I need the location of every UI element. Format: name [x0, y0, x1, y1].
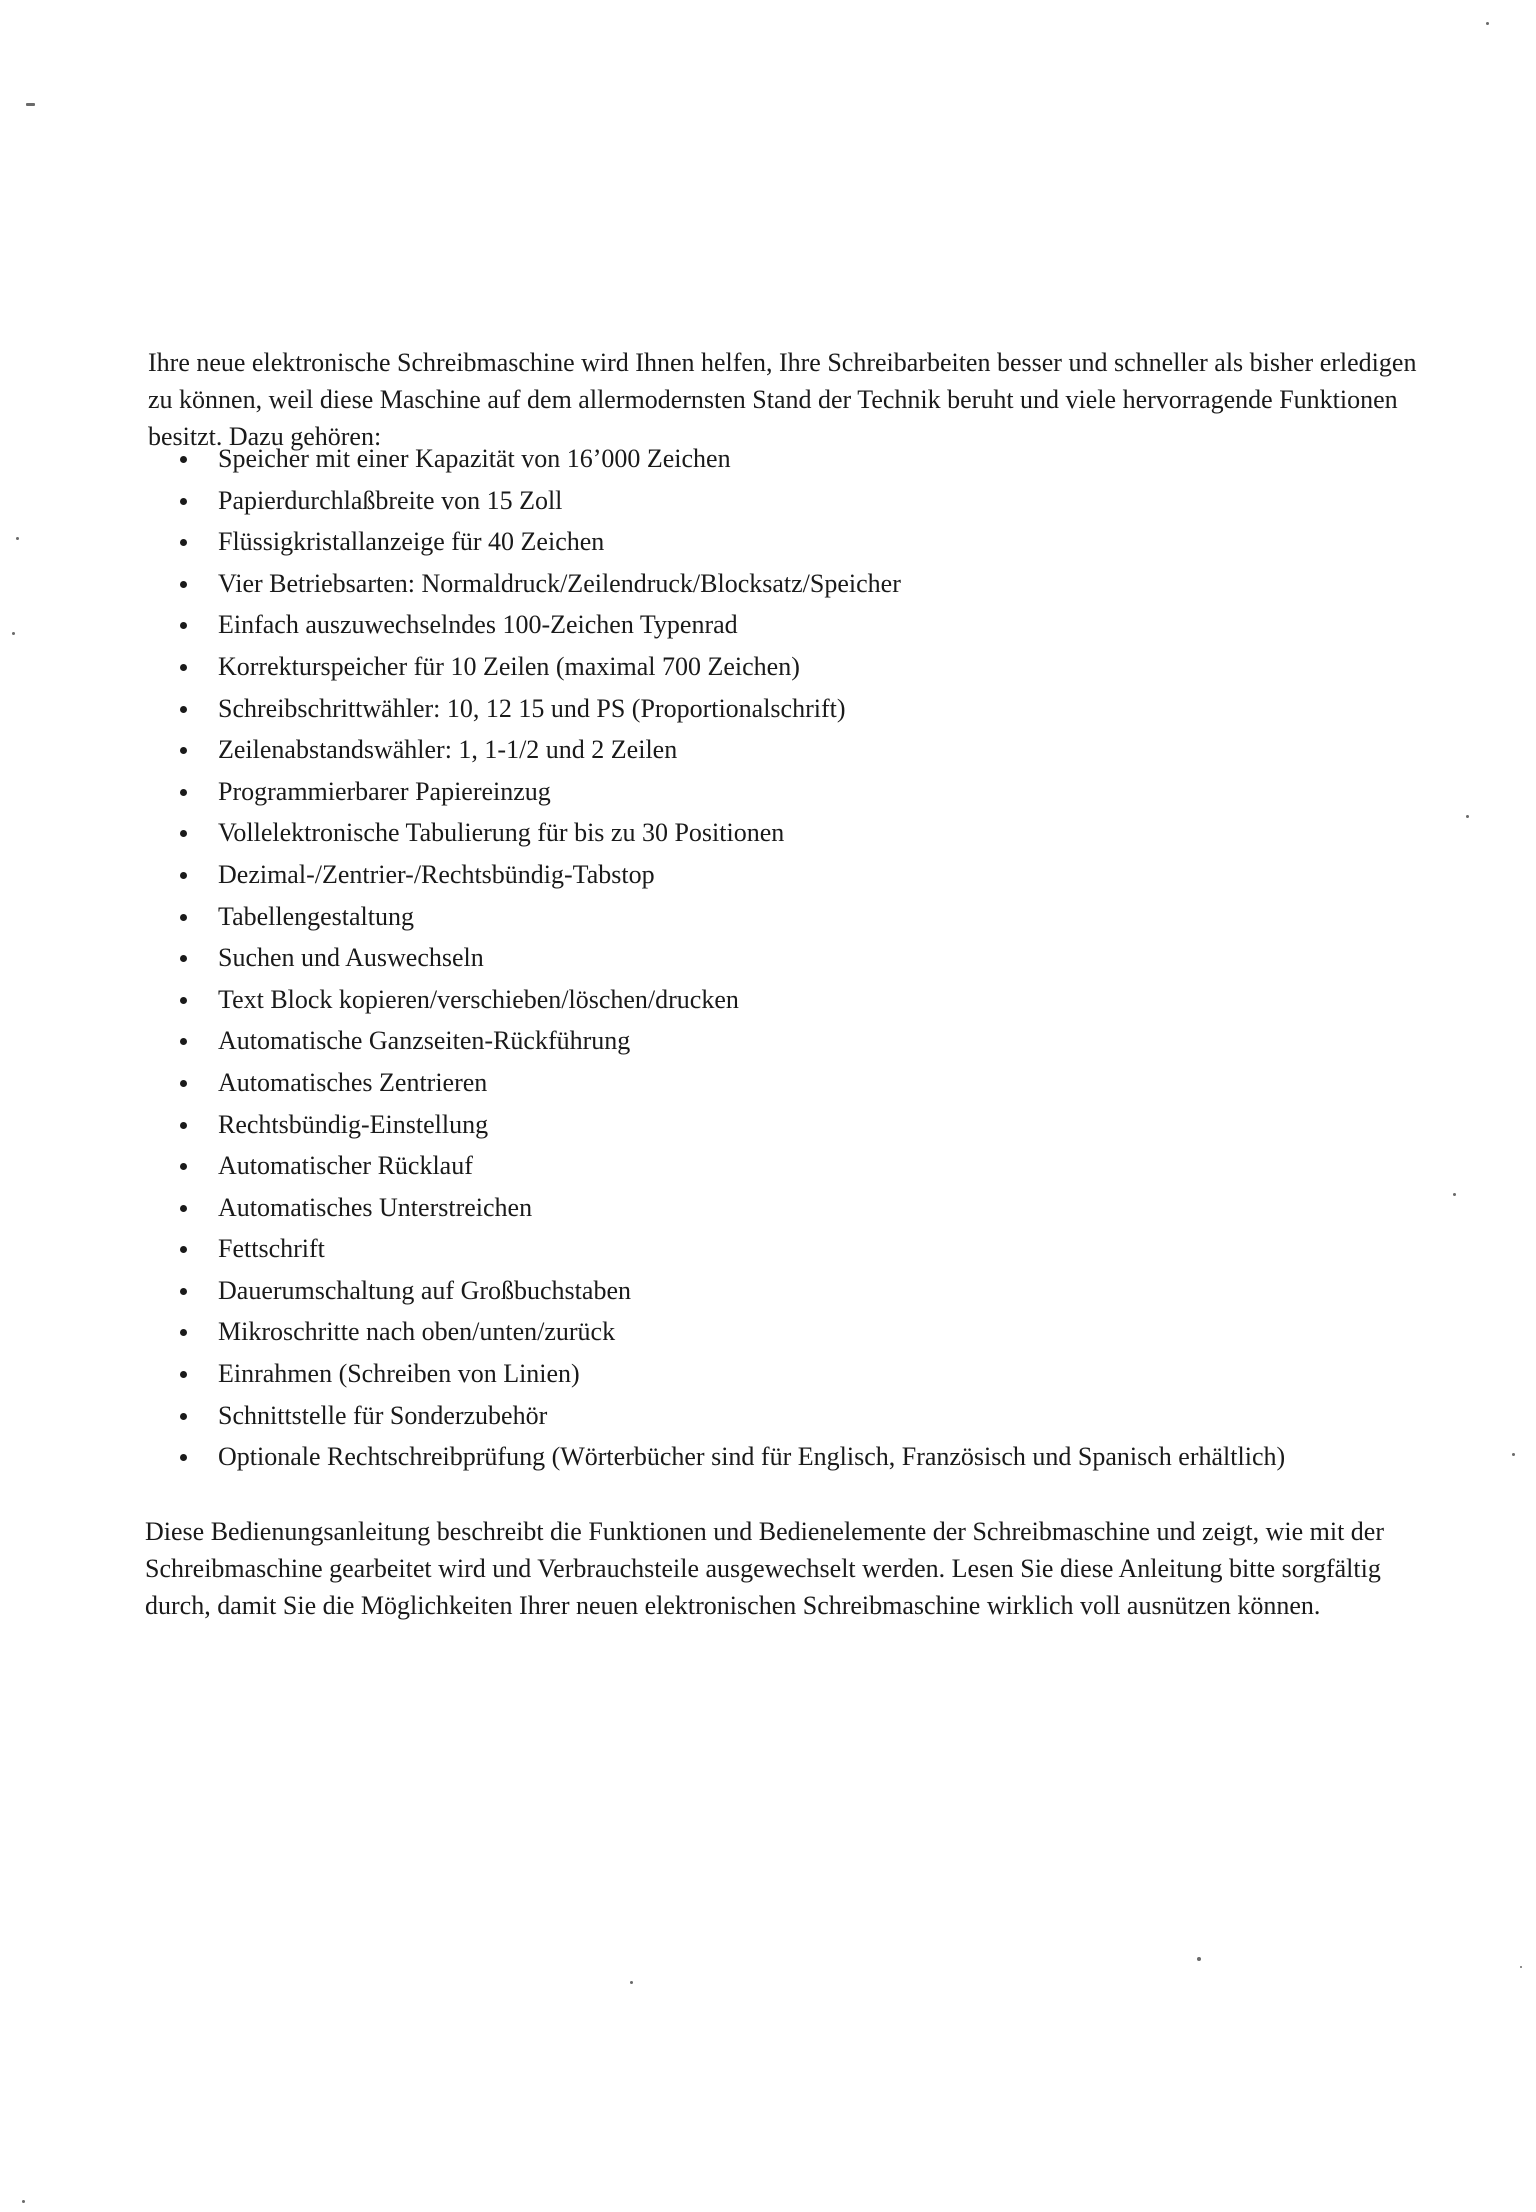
bullet-icon	[180, 1371, 187, 1378]
bullet-icon	[180, 1205, 187, 1212]
intro-paragraph: Ihre neue elektronische Schreibmaschine wird Ihnen helfen, Ihre Schreibarbeiten besser und schneller als bisher erledigen zu können, weil diese Maschine auf dem allermodernsten Stand der Technik beruht und viele hervorragende Funktionen besitzt. Dazu gehören:	[148, 348, 1417, 451]
feature-text: Automatische Ganzseiten-Rückführung	[218, 1026, 631, 1056]
bullet-icon	[180, 581, 187, 588]
scan-speck	[22, 2200, 25, 2203]
feature-text: Zeilenabstandswähler: 1, 1-1/2 und 2 Zeilen	[218, 735, 678, 765]
bullet-icon	[180, 1080, 187, 1087]
feature-text: Dezimal-/Zentrier-/Rechtsbündig-Tabstop	[218, 859, 655, 889]
feature-item	[170, 688, 1285, 730]
feature-item	[170, 646, 1285, 688]
bullet-icon	[180, 997, 187, 1004]
bullet-icon	[180, 539, 187, 546]
feature-item	[170, 771, 1285, 813]
feature-text: Einrahmen (Schreiben von Linien)	[218, 1359, 580, 1389]
bullet-icon	[180, 706, 187, 713]
bullet-icon	[180, 830, 187, 837]
feature-text: Automatischer Rücklauf	[218, 1151, 473, 1181]
feature-text: Mikroschritte nach oben/unten/zurück	[218, 1317, 616, 1347]
feature-item	[170, 1145, 1285, 1187]
feature-item	[170, 1395, 1285, 1437]
feature-item	[170, 1104, 1285, 1146]
bullet-icon	[180, 955, 187, 962]
feature-text: Tabellengestaltung	[218, 901, 415, 931]
bullet-icon	[180, 872, 187, 879]
scan-speck	[16, 537, 19, 540]
feature-item	[170, 1228, 1285, 1270]
scan-speck	[1486, 22, 1489, 25]
feature-item	[170, 1436, 1285, 1478]
feature-text: Schreibschrittwähler: 10, 12 15 und PS (Proportionalschrift)	[218, 693, 846, 723]
scan-speck	[630, 1981, 633, 1984]
bullet-icon	[180, 456, 187, 463]
feature-text: Schnittstelle für Sonderzubehör	[218, 1400, 548, 1430]
feature-list	[170, 438, 1285, 1478]
scan-speck	[1197, 1957, 1201, 1961]
closing-paragraph: Diese Bedienungsanleitung beschreibt die Funktionen und Bedienelemente der Schreibmaschine und zeigt, wie mit der Schreibmaschine gearbeitet wird und Verbrauchsteile ausgewechselt werden. Lesen Sie diese Anleitung bitte sorgfältig durch, damit Sie die Möglichkeiten Ihrer neuen elektronischen Schreibmaschine wirklich voll ausnützen können.	[145, 1517, 1384, 1620]
feature-text: Vier Betriebsarten: Normaldruck/Zeilendruck/Blocksatz/Speicher	[218, 568, 901, 598]
scan-speck	[1512, 1453, 1515, 1456]
scan-speck	[26, 103, 35, 106]
feature-item	[170, 979, 1285, 1021]
feature-item	[170, 1062, 1285, 1104]
scan-speck	[1520, 1966, 1522, 1968]
feature-item	[170, 1353, 1285, 1395]
bullet-icon	[180, 1038, 187, 1045]
bullet-icon	[180, 498, 187, 505]
bullet-icon	[180, 622, 187, 629]
feature-item	[170, 480, 1285, 522]
bullet-icon	[180, 1329, 187, 1336]
feature-text: Suchen und Auswechseln	[218, 943, 484, 973]
feature-text: Programmierbarer Papiereinzug	[218, 776, 551, 806]
feature-item	[170, 1187, 1285, 1229]
feature-text: Vollelektronische Tabulierung für bis zu 30 Positionen	[218, 818, 785, 848]
feature-text: Dauerumschaltung auf Großbuchstaben	[218, 1275, 631, 1305]
bullet-icon	[180, 1163, 187, 1170]
bullet-icon	[180, 747, 187, 754]
bullet-icon	[180, 664, 187, 671]
feature-text: Papierdurchlaßbreite von 15 Zoll	[218, 485, 563, 515]
feature-text: Speicher mit einer Kapazität von 16’000 Zeichen	[218, 444, 731, 473]
bullet-icon	[180, 789, 187, 796]
feature-text: Automatisches Zentrieren	[218, 1067, 488, 1097]
bullet-icon	[180, 1413, 187, 1420]
feature-text: Automatisches Unterstreichen	[218, 1192, 533, 1222]
feature-text: Rechtsbündig-Einstellung	[218, 1109, 489, 1139]
feature-item	[170, 729, 1285, 771]
feature-item	[170, 1020, 1285, 1062]
feature-item	[170, 1270, 1285, 1312]
feature-text: Einfach auszuwechselndes 100-Zeichen Typenrad	[218, 610, 738, 640]
feature-item	[170, 937, 1285, 979]
feature-item	[170, 563, 1285, 605]
feature-item	[170, 521, 1285, 563]
feature-text: Flüssigkristallanzeige für 40 Zeichen	[218, 527, 605, 557]
feature-item	[170, 438, 1285, 480]
feature-text: Text Block kopieren/verschieben/löschen/drucken	[218, 984, 739, 1014]
bullet-icon	[180, 914, 187, 921]
scan-speck	[12, 632, 15, 635]
scan-speck	[1453, 1193, 1456, 1196]
bullet-icon	[180, 1246, 187, 1253]
feature-text: Fettschrift	[218, 1234, 325, 1264]
bullet-icon	[180, 1288, 187, 1295]
bullet-icon	[180, 1122, 187, 1129]
bullet-icon	[180, 1454, 187, 1461]
feature-item	[170, 812, 1285, 854]
feature-item	[170, 896, 1285, 938]
feature-text: Korrekturspeicher für 10 Zeilen (maximal 700 Zeichen)	[218, 651, 800, 681]
feature-item	[170, 854, 1285, 896]
feature-item	[170, 1311, 1285, 1353]
feature-text: Optionale Rechtschreibprüfung (Wörterbücher sind für Englisch, Französisch und Spanisch erhältlich)	[218, 1442, 1286, 1472]
feature-item	[170, 604, 1285, 646]
scan-speck	[1466, 815, 1469, 818]
